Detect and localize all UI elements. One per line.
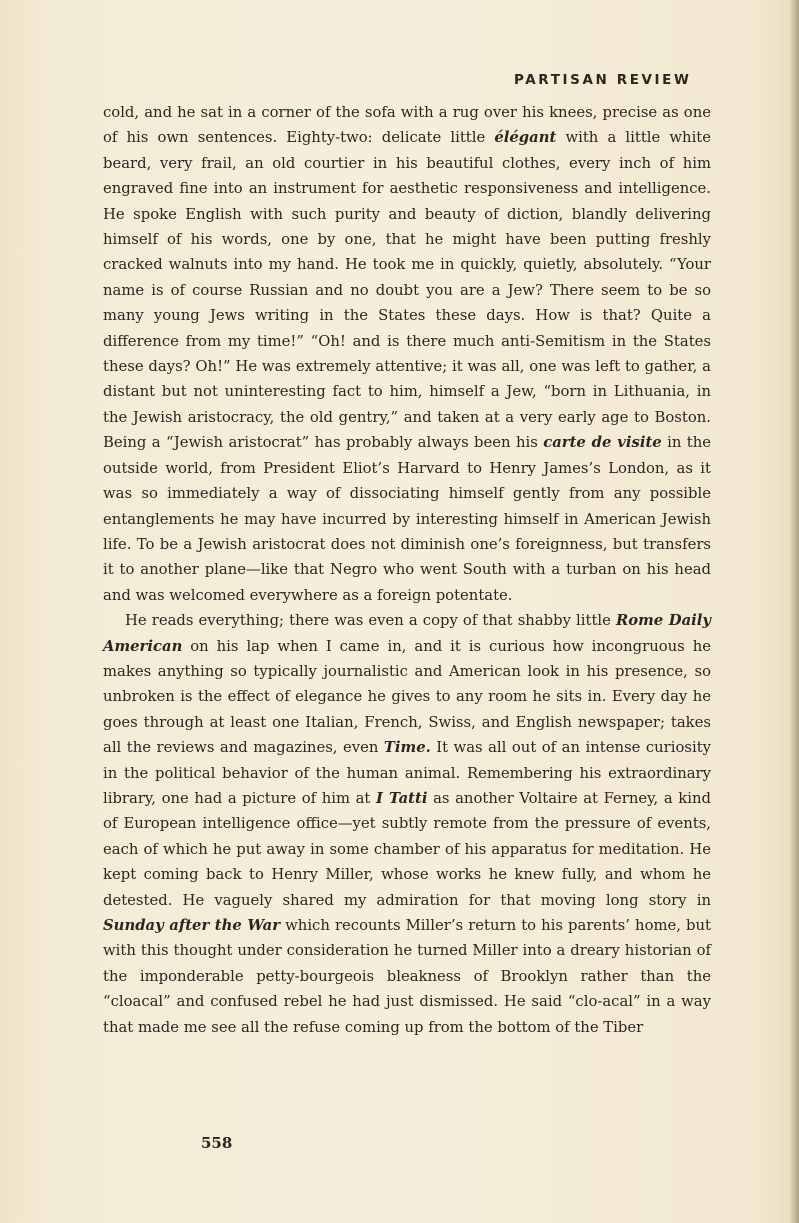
text-run: as another Voltaire at Ferney, a kind of European intelligence office—yet subtly remote from the pressure of events, each of which he put away in some chamber of his apparatus for meditation. He kept coming back to Henry Miller, whose works he knew fully, and whom he detested. He vaguely shared my admiration for that moving long story in xyxy=(103,789,712,909)
italic-phrase: Time. xyxy=(383,739,431,757)
page-number: 558 xyxy=(201,1134,233,1152)
running-head: PARTISAN REVIEW xyxy=(514,72,692,88)
italic-phrase: Rome Daily American xyxy=(103,612,711,655)
page-edge-shadow xyxy=(789,0,799,1223)
italic-phrase: élégant xyxy=(494,129,557,147)
text-run: on his lap when I came in, and it is curious how incongruous he makes anything so typically journalistic and American look in his presence, so unbroken is the effect of elegance he gives to any room he sits in. Every day he goes through at least one Italian, French, Swiss, and English newspaper; takes all the reviews and magazines, even xyxy=(103,637,711,757)
text-run: with a little white beard, very frail, an old courtier in his beautiful clothes, every inch of him engraved fine into an instrument for aesthetic responsiveness and intelligence. He spoke English with such purity and beauty of diction, blandly delivering himself of his words, one by one, that he might have been putting freshly cracked walnuts into my hand. He took me in quickly, quietly, absolutely. “Your name is of course Russian and no doubt you are a Jew? There seem to be so many young Jews writing in the States these days. How is that? Quite a difference from my time!” “Oh! and is there much anti-Semitism in the States these days? Oh!” He was extremely attentive; it was all, one was left to gather, a distant but not uninteresting fact to him, himself a Jew, “born in Lithuania, in the Jewish aristocracy, the old gentry,” and taken at a very early age to Boston. Being a “Jewish aristocrat” has probably always been his xyxy=(103,129,712,452)
italic-phrase: carte de visite xyxy=(543,434,662,452)
italic-phrase: Sunday after the War xyxy=(103,917,281,934)
text-run: in the outside world, from President Eliot’s Harvard to Henry James’s London, as it was so immediately a way of dissociating himself gently from any possible entanglements he may have incurred by interesting himself in American Jewish life. To be a Jewish aristocrat does not diminish one’s foreignness, but transfers it to another plane—like that Negro who went South with a turban on his head and was welcomed everywhere as a foreign potentate. xyxy=(103,434,711,604)
text-run: It was all out of an intense curiosity in the political behavior of the human animal. Remembering his extraordinary library, one had a picture of him at xyxy=(103,739,711,807)
paragraph xyxy=(103,608,711,1040)
text-run: cold, and he sat in a corner of the sofa with a rug over his knees, precise as one of his own sentences. Eighty-two: delicate little xyxy=(103,104,711,147)
italic-phrase: I Tatti xyxy=(376,789,428,807)
paragraph xyxy=(103,100,711,608)
text-run: which recounts Miller’s return to his parents’ home, but with this thought under consideration he turned Miller into a dreary historian of the imponderable petty-bourgeois bleakness of Brooklyn rather than the “cloacal” and confused rebel he had just dismissed. He said “clo-acal” in a way that made me see all the refuse coming up from the bottom of the Tiber xyxy=(103,917,711,1036)
text-run: He reads everything; there was even a copy of that shabby little xyxy=(125,612,616,630)
body-text xyxy=(103,100,711,1040)
